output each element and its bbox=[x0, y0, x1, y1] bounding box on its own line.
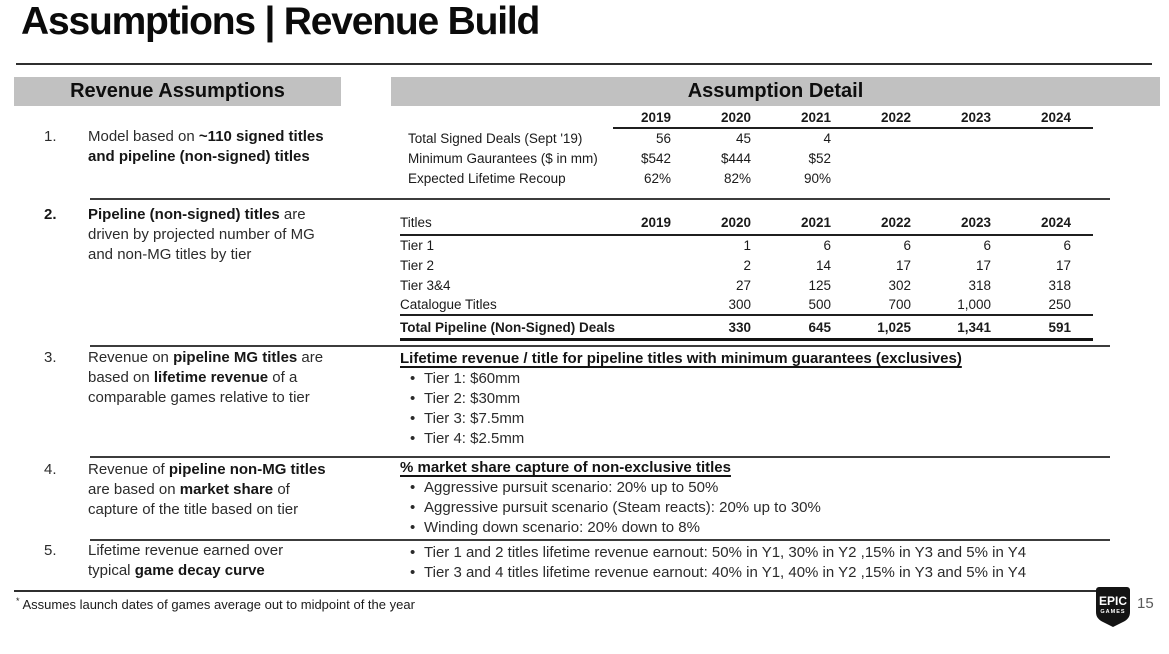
item-number: 1. bbox=[44, 128, 57, 145]
footnote-marker: * bbox=[16, 596, 20, 606]
item-line bbox=[88, 388, 374, 408]
table-row bbox=[400, 295, 1093, 315]
row-label: Tier 3&4 bbox=[400, 277, 451, 293]
year-header: 2023 bbox=[933, 202, 1013, 235]
cell: 700 bbox=[888, 297, 911, 312]
year-header: 2024 bbox=[1013, 202, 1093, 235]
table-total-row bbox=[400, 315, 1093, 340]
pipeline-titles-table bbox=[400, 202, 1093, 341]
cell: 56 bbox=[655, 131, 671, 146]
bullet-text: Tier 3: $7.5mm bbox=[424, 410, 525, 427]
item-line bbox=[88, 500, 374, 520]
cell bbox=[613, 275, 693, 295]
cell: 125 bbox=[808, 277, 831, 293]
item-line bbox=[88, 348, 374, 368]
text-segment: capture of the title based on tier bbox=[88, 501, 299, 518]
text-segment: are bbox=[297, 349, 324, 366]
table-row bbox=[400, 275, 1093, 295]
table-row bbox=[408, 168, 1093, 188]
cell: 300 bbox=[728, 297, 751, 312]
text-segment-bold: game decay curve bbox=[134, 562, 265, 579]
cell: 250 bbox=[1048, 297, 1071, 312]
bullet-item bbox=[400, 498, 1130, 518]
item-text bbox=[88, 205, 374, 265]
text-segment: are based on bbox=[88, 481, 180, 498]
row-label: Total Signed Deals (Sept '19) bbox=[408, 130, 583, 146]
year-header: 2019 bbox=[613, 202, 693, 235]
page-title: Assumptions | Revenue Build bbox=[21, 0, 540, 43]
bullet-text: Tier 4: $2.5mm bbox=[424, 430, 525, 447]
table-row bbox=[408, 148, 1093, 168]
row-label: Total Pipeline (Non-Signed) Deals bbox=[400, 315, 613, 340]
cell bbox=[933, 128, 1013, 148]
assumption-item-5 bbox=[44, 541, 374, 581]
bullet-item bbox=[400, 389, 1130, 409]
cell: 17 bbox=[975, 257, 991, 273]
cell: 2 bbox=[743, 257, 751, 273]
table-row bbox=[400, 255, 1093, 275]
bullet-icon: • bbox=[410, 430, 416, 447]
text-segment-bold: pipeline MG titles bbox=[173, 349, 298, 366]
text-segment-bold: and pipeline (non-signed) titles bbox=[88, 148, 310, 165]
item-line bbox=[88, 147, 374, 167]
text-segment: of a bbox=[268, 369, 298, 386]
bullet-text: Winding down scenario: 20% down to 8% bbox=[424, 519, 700, 536]
cell bbox=[853, 128, 933, 148]
cell: $444 bbox=[720, 150, 751, 166]
table-header-row bbox=[400, 202, 1093, 235]
cell: 500 bbox=[808, 297, 831, 312]
bullet-item bbox=[400, 543, 1130, 563]
year-header: 2022 bbox=[853, 202, 933, 235]
cell bbox=[613, 295, 693, 315]
cell bbox=[933, 168, 1013, 188]
bullet-item bbox=[400, 563, 1130, 583]
item-line bbox=[88, 480, 374, 500]
cell: 17 bbox=[895, 257, 911, 273]
text-segment: are bbox=[279, 206, 306, 223]
page-number: 15 bbox=[1137, 595, 1154, 612]
item-line bbox=[88, 460, 374, 480]
text-segment-bold: Pipeline (non-signed) titles bbox=[88, 206, 280, 223]
cell: 45 bbox=[735, 131, 751, 146]
lifetime-revenue-section bbox=[400, 349, 1130, 449]
cell: 591 bbox=[1013, 315, 1093, 340]
table-row bbox=[400, 235, 1093, 255]
item-number: 5. bbox=[44, 542, 57, 559]
bullet-icon: • bbox=[410, 479, 416, 496]
left-panel-header bbox=[14, 77, 341, 106]
bullet-icon: • bbox=[410, 544, 416, 561]
item-number: 3. bbox=[44, 349, 57, 366]
cell bbox=[613, 315, 693, 340]
cell: 62% bbox=[643, 170, 671, 186]
text-segment: Revenue of bbox=[88, 461, 169, 478]
bullet-icon: • bbox=[410, 410, 416, 427]
cell: 302 bbox=[888, 277, 911, 293]
item-text bbox=[88, 127, 374, 167]
cell: 27 bbox=[735, 277, 751, 293]
table-row bbox=[408, 128, 1093, 148]
text-segment: based on bbox=[88, 369, 154, 386]
cell: 17 bbox=[1055, 257, 1071, 273]
cell: 645 bbox=[773, 315, 853, 340]
bullet-icon: • bbox=[410, 499, 416, 516]
bullet-item bbox=[400, 369, 1130, 389]
footnote bbox=[16, 596, 415, 612]
item-line bbox=[88, 245, 374, 265]
bullet-item bbox=[400, 518, 1130, 538]
assumption-item-2 bbox=[44, 205, 374, 265]
right-panel-header bbox=[391, 77, 1160, 106]
item-line bbox=[88, 205, 374, 225]
text-segment: Model based on bbox=[88, 128, 199, 145]
bullet-text: Tier 3 and 4 titles lifetime revenue earnout: 40% in Y1, 40% in Y2 ,15% in Y3 and 5% in Y4 bbox=[424, 564, 1027, 581]
item-text bbox=[88, 541, 374, 581]
item-number: 4. bbox=[44, 461, 57, 478]
item-line bbox=[88, 561, 374, 581]
bullet-text: Tier 1 and 2 titles lifetime revenue earnout: 50% in Y1, 30% in Y2 ,15% in Y3 and 5% in Y4 bbox=[424, 544, 1027, 561]
item-line bbox=[88, 225, 374, 245]
row-label: Expected Lifetime Recoup bbox=[408, 170, 566, 186]
item-line bbox=[88, 541, 374, 561]
header-cell-empty bbox=[408, 108, 613, 128]
cell bbox=[853, 168, 933, 188]
year-header: 2024 bbox=[1013, 108, 1093, 128]
year-header: 2020 bbox=[693, 202, 773, 235]
cell: 82% bbox=[723, 170, 751, 186]
text-segment-bold: market share bbox=[179, 481, 274, 498]
cell: $52 bbox=[808, 150, 831, 166]
cell bbox=[1013, 128, 1093, 148]
item-line bbox=[88, 127, 374, 147]
cell: $542 bbox=[640, 150, 671, 166]
item-number: 2. bbox=[44, 206, 57, 223]
title-divider bbox=[16, 63, 1152, 65]
text-segment-bold: lifetime revenue bbox=[153, 369, 269, 386]
item-line bbox=[88, 368, 374, 388]
text-segment-bold: ~110 signed titles bbox=[198, 128, 324, 145]
text-segment: driven by projected number of MG bbox=[88, 226, 315, 243]
logo-text-epic: EPIC bbox=[1098, 594, 1128, 608]
cell bbox=[1013, 168, 1093, 188]
footnote-text: Assumes launch dates of games average out to midpoint of the year bbox=[22, 597, 415, 613]
earnout-section bbox=[400, 543, 1130, 583]
cell: 318 bbox=[968, 277, 991, 293]
cell bbox=[613, 255, 693, 275]
bullet-text: Tier 2: $30mm bbox=[424, 390, 521, 407]
text-segment: comparable games relative to tier bbox=[88, 389, 310, 406]
signed-deals-table bbox=[408, 108, 1093, 188]
bullet-text: Aggressive pursuit scenario (Steam reacts): 20% up to 30% bbox=[424, 499, 821, 516]
text-segment: of bbox=[273, 481, 290, 498]
bullet-icon: • bbox=[410, 519, 416, 536]
item-text bbox=[88, 460, 374, 520]
row-label: Tier 2 bbox=[400, 257, 435, 273]
cell: 6 bbox=[1063, 238, 1071, 253]
cell: 1,025 bbox=[853, 315, 933, 340]
cell bbox=[613, 235, 693, 255]
cell: 6 bbox=[823, 238, 831, 253]
bullet-text: Tier 1: $60mm bbox=[424, 370, 521, 387]
left-panel-header-label: Revenue Assumptions bbox=[70, 80, 285, 102]
cell: 330 bbox=[693, 315, 773, 340]
bullet-item bbox=[400, 409, 1130, 429]
cell: 14 bbox=[815, 257, 831, 273]
bullet-icon: • bbox=[410, 564, 416, 581]
year-header: 2021 bbox=[773, 202, 853, 235]
assumption-item-4 bbox=[44, 460, 374, 520]
assumption-item-1 bbox=[44, 127, 374, 167]
text-segment: Lifetime revenue earned over bbox=[88, 542, 284, 559]
section-heading: % market share capture of non-exclusive titles bbox=[400, 459, 731, 476]
cell: 1 bbox=[743, 238, 751, 253]
text-segment: and non-MG titles by tier bbox=[88, 246, 252, 263]
row-label: Tier 1 bbox=[400, 238, 435, 253]
year-header: 2022 bbox=[853, 108, 933, 128]
footer-divider bbox=[14, 590, 1126, 592]
cell: 90% bbox=[803, 170, 831, 186]
text-segment-bold: pipeline non-MG titles bbox=[168, 461, 326, 478]
row-label: Minimum Gaurantees ($ in mm) bbox=[408, 150, 598, 166]
cell bbox=[933, 148, 1013, 168]
item-text bbox=[88, 348, 374, 408]
cell bbox=[1013, 148, 1093, 168]
year-header: 2023 bbox=[933, 108, 1013, 128]
cell: 1,341 bbox=[933, 315, 1013, 340]
table-header-row bbox=[408, 108, 1093, 128]
bullet-item bbox=[400, 478, 1130, 498]
section-divider bbox=[90, 198, 1110, 200]
cell: 6 bbox=[903, 238, 911, 253]
section-heading: Lifetime revenue / title for pipeline titles with minimum guarantees (exclusives) bbox=[400, 350, 962, 367]
assumption-item-3 bbox=[44, 348, 374, 408]
year-header: 2020 bbox=[693, 108, 773, 128]
bullet-icon: • bbox=[410, 390, 416, 407]
cell: 6 bbox=[983, 238, 991, 253]
titles-header: Titles bbox=[400, 202, 613, 235]
logo-text-games: GAMES bbox=[1100, 609, 1126, 615]
cell: 1,000 bbox=[957, 297, 991, 312]
bullet-text: Aggressive pursuit scenario: 20% up to 50% bbox=[424, 479, 719, 496]
bullet-item bbox=[400, 429, 1130, 449]
section-divider bbox=[90, 345, 1110, 347]
year-header: 2021 bbox=[773, 108, 853, 128]
cell: 4 bbox=[823, 131, 831, 146]
epic-games-logo bbox=[1095, 586, 1131, 628]
year-header: 2019 bbox=[613, 108, 693, 128]
cell bbox=[853, 148, 933, 168]
text-segment: typical bbox=[88, 562, 135, 579]
market-share-section bbox=[400, 458, 1130, 538]
cell: 318 bbox=[1048, 277, 1071, 293]
text-segment: Revenue on bbox=[88, 349, 174, 366]
row-label: Catalogue Titles bbox=[400, 297, 497, 312]
right-panel-header-label: Assumption Detail bbox=[687, 80, 864, 102]
bullet-icon: • bbox=[410, 370, 416, 387]
